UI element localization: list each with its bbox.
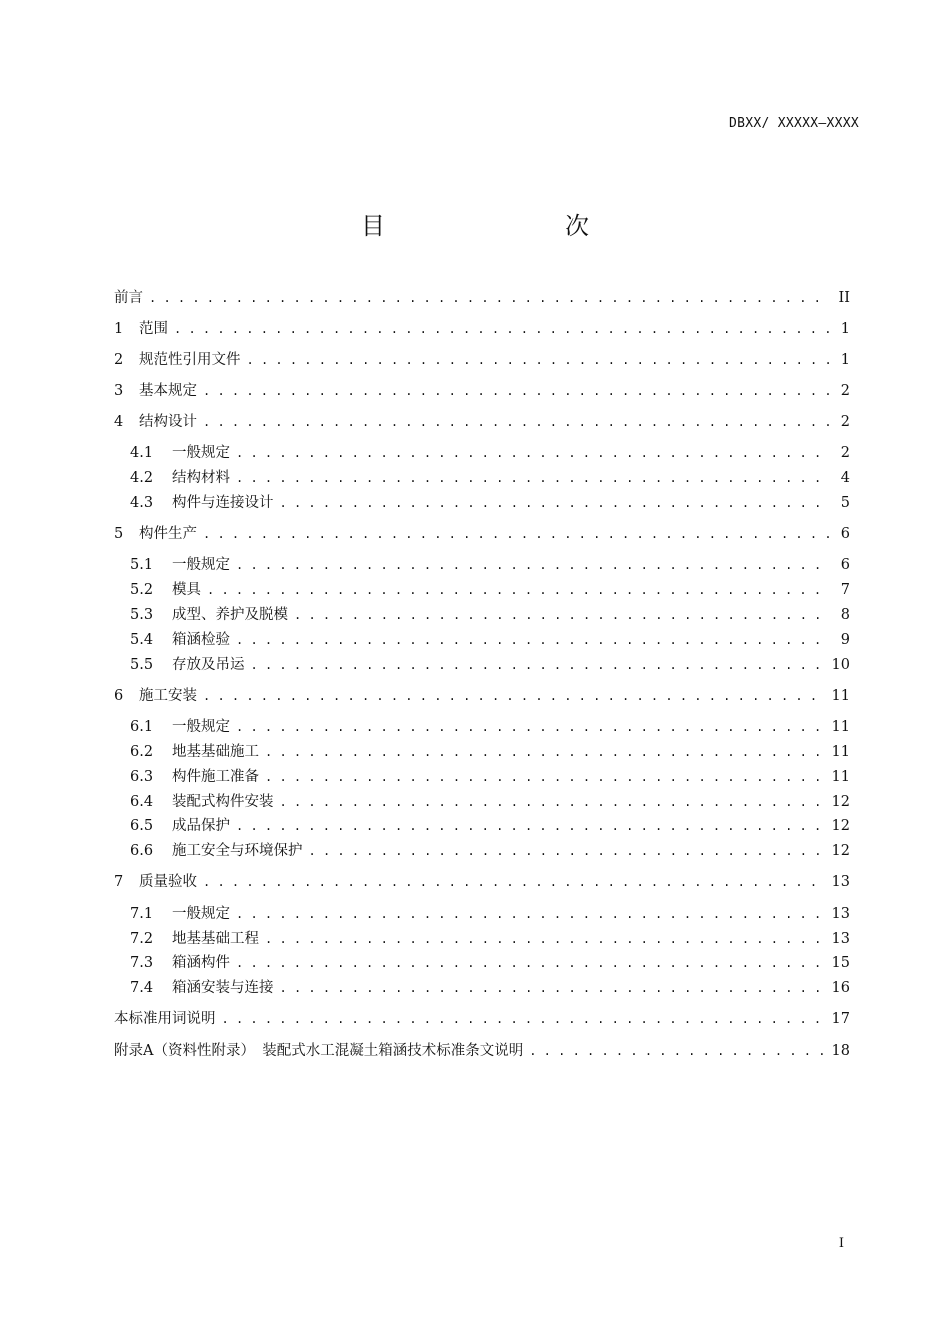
toc-leader-dots: [529, 1041, 825, 1061]
toc-leader-dots: [236, 468, 830, 488]
toc-entry-page: 11: [831, 769, 850, 785]
toc-entry-title: 本标准用词说明: [114, 1011, 216, 1027]
toc-entry-title: 一般规定: [172, 557, 230, 573]
toc-entry[interactable]: [114, 978, 850, 998]
toc-leader-dots: [236, 555, 830, 575]
toc-entry[interactable]: [114, 872, 850, 892]
toc-entry[interactable]: [114, 717, 850, 737]
toc-entry[interactable]: [114, 929, 850, 949]
toc-entry[interactable]: [114, 468, 850, 488]
toc-entry-title: 成品保护: [172, 818, 230, 834]
toc-leader-dots: [207, 580, 830, 600]
toc-entry-number: 7.2: [130, 931, 154, 947]
toc-entry-title: 附录A（资料性附录） 装配式水工混凝土箱涵技术标准条文说明: [114, 1043, 524, 1059]
toc-entry-number: 4: [114, 414, 124, 430]
toc-entry-title: 装配式构件安装: [172, 794, 274, 810]
toc-entry[interactable]: [114, 767, 850, 787]
toc-entry-page: 11: [831, 719, 850, 735]
toc-entry-page: 15: [831, 955, 850, 971]
toc-entry-page: 4: [840, 470, 850, 486]
toc-leader-dots: [236, 816, 826, 836]
toc-entry[interactable]: [114, 904, 850, 924]
toc-leader-dots: [309, 841, 826, 861]
toc-entry-title: 构件生产: [139, 526, 197, 542]
toc-entry-page: 6: [840, 557, 850, 573]
toc-entry-page: 8: [840, 607, 850, 623]
toc-leader-dots: [236, 630, 830, 650]
toc-leader-dots: [203, 412, 830, 432]
toc-entry-title: 基本规定: [139, 383, 197, 399]
toc-entry-title: 一般规定: [172, 906, 230, 922]
toc-entry-number: 6.2: [130, 744, 154, 760]
toc-entry-number: 6.5: [130, 818, 154, 834]
toc-leader-dots: [280, 792, 826, 812]
toc-entry-title: 构件施工准备: [172, 769, 259, 785]
toc-entry-number: 5.4: [130, 632, 154, 648]
toc-leader-dots: [251, 655, 826, 675]
toc-leader-dots: [203, 381, 830, 401]
toc-entry-page: 1: [840, 352, 850, 368]
toc-entry-number: 7.4: [130, 980, 154, 996]
toc-entry[interactable]: [114, 841, 850, 861]
toc-leader-dots: [280, 978, 826, 998]
toc-entry-page: 2: [840, 414, 850, 430]
toc-leader-dots: [203, 872, 826, 892]
toc-entry[interactable]: [114, 555, 850, 575]
toc-entry-page: 9: [840, 632, 850, 648]
toc-leader-dots: [265, 767, 826, 787]
toc-entry-page: II: [838, 290, 850, 306]
toc-leader-dots: [294, 605, 830, 625]
toc-entry-page: 12: [831, 818, 850, 834]
toc-entry[interactable]: [114, 319, 850, 339]
toc-entry[interactable]: [114, 350, 850, 370]
toc-entry-title: 构件与连接设计: [172, 495, 274, 511]
toc-entry-number: 6.6: [130, 843, 154, 859]
toc-entry-number: 5.3: [130, 607, 154, 623]
toc-entry-page: 13: [831, 931, 850, 947]
toc-entry-title: 箱涵构件: [172, 955, 230, 971]
toc-entry[interactable]: [114, 412, 850, 432]
toc-entry-page: 2: [840, 383, 850, 399]
document-code: DBXX/ XXXXX—XXXX: [728, 116, 859, 131]
toc-entry[interactable]: [114, 443, 850, 463]
toc-entry-page: 13: [831, 874, 850, 890]
toc-entry-number: 5.2: [130, 582, 154, 598]
toc-entry-page: 6: [840, 526, 850, 542]
toc-entry-title: 模具: [172, 582, 201, 598]
toc-entry[interactable]: [114, 816, 850, 836]
toc-entry-page: 17: [831, 1011, 850, 1027]
toc-entry-title: 范围: [139, 321, 168, 337]
toc-entry-title: 规范性引用文件: [139, 352, 241, 368]
toc-entry-page: 1: [840, 321, 850, 337]
toc-entry-number: 6: [114, 688, 124, 704]
toc-leader-dots: [265, 742, 826, 762]
toc-entry-title: 存放及吊运: [172, 657, 245, 673]
toc-entry-page: 2: [840, 445, 850, 461]
toc-leader-dots: [203, 686, 826, 706]
toc-entry-number: 4.1: [130, 445, 154, 461]
toc-entry[interactable]: [114, 630, 850, 650]
toc-entry[interactable]: [114, 605, 850, 625]
toc-entry-title: 结构材料: [172, 470, 230, 486]
toc-entry-number: 7: [114, 874, 124, 890]
toc-entry-page: 18: [831, 1043, 850, 1059]
toc-entry-title: 地基基础工程: [172, 931, 259, 947]
toc-entry-page: 10: [831, 657, 850, 673]
toc-entry[interactable]: [114, 524, 850, 544]
toc-entry-page: 16: [831, 980, 850, 996]
page-number: I: [838, 1236, 844, 1251]
toc-entry-number: 6.3: [130, 769, 154, 785]
toc-entry-page: 13: [831, 906, 850, 922]
toc-leader-dots: [247, 350, 831, 370]
toc-entry-title: 施工安全与环境保护: [172, 843, 303, 859]
toc-entry-number: 2: [114, 352, 124, 368]
toc-entry-number: 6.1: [130, 719, 154, 735]
toc-entry-number: 5: [114, 526, 124, 542]
toc-entry-number: 6.4: [130, 794, 154, 810]
toc-entry-title: 成型、养护及脱模: [172, 607, 288, 623]
toc-leader-dots: [236, 904, 826, 924]
toc-entry[interactable]: [114, 742, 850, 762]
toc-entry-title: 一般规定: [172, 719, 230, 735]
toc-entry[interactable]: [114, 381, 850, 401]
toc-entry-title: 一般规定: [172, 445, 230, 461]
toc-entry-number: 5.1: [130, 557, 154, 573]
toc-entry-number: 7.1: [130, 906, 154, 922]
toc-entry[interactable]: [114, 686, 850, 706]
toc-entry-page: 7: [840, 582, 850, 598]
toc-entry-number: 5.5: [130, 657, 154, 673]
toc-entry-title: 箱涵检验: [172, 632, 230, 648]
toc-entry[interactable]: [114, 953, 850, 973]
toc-leader-dots: [174, 319, 830, 339]
toc-entry-number: 3: [114, 383, 124, 399]
toc-entry-number: 7.3: [130, 955, 154, 971]
toc-entry[interactable]: [114, 580, 850, 600]
page-title: 目 次: [361, 212, 633, 240]
toc-entry-title: 箱涵安装与连接: [172, 980, 274, 996]
toc-entry-title: 施工安装: [139, 688, 197, 704]
toc-leader-dots: [222, 1009, 826, 1029]
toc-leader-dots: [203, 524, 830, 544]
toc-entry-number: 4.2: [130, 470, 154, 486]
toc-entry-number: 1: [114, 321, 124, 337]
toc-entry-title: 前言: [114, 290, 143, 306]
toc-entry-title: 地基基础施工: [172, 744, 259, 760]
toc-entry[interactable]: [114, 288, 850, 308]
toc-entry[interactable]: [114, 1009, 850, 1029]
toc-entry-page: 12: [831, 843, 850, 859]
toc-entry[interactable]: [114, 655, 850, 675]
toc-leader-dots: [236, 953, 826, 973]
toc-entry-title: 结构设计: [139, 414, 197, 430]
toc-leader-dots: [236, 443, 830, 463]
toc-leader-dots: [236, 717, 826, 737]
toc-entry-title: 质量验收: [139, 874, 197, 890]
toc-leader-dots: [149, 288, 830, 308]
toc-entry-page: 11: [831, 744, 850, 760]
toc-entry-page: 5: [840, 495, 850, 511]
toc-entry[interactable]: [114, 792, 850, 812]
toc-entry-page: 11: [831, 688, 850, 704]
toc-leader-dots: [265, 929, 826, 949]
toc-entry-number: 4.3: [130, 495, 154, 511]
toc-entry[interactable]: [114, 493, 850, 513]
toc-entry[interactable]: [114, 1041, 850, 1061]
toc-leader-dots: [280, 493, 831, 513]
toc-entry-page: 12: [831, 794, 850, 810]
